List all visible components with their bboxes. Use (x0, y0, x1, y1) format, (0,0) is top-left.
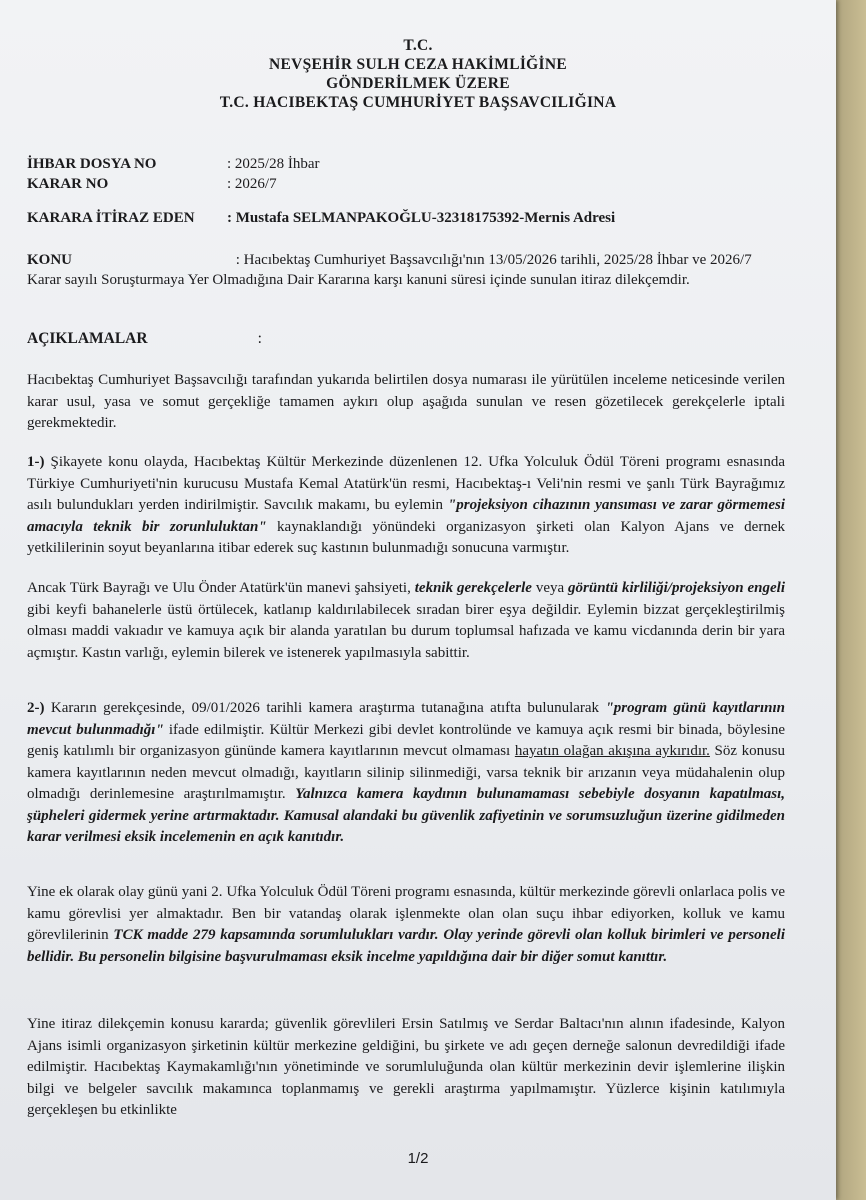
ihbar-label: İHBAR DOSYA NO (27, 156, 157, 172)
itiraz-label: KARARA İTİRAZ EDEN (27, 210, 195, 226)
paragraph-3-emph-f: Yalnızca kamera kaydının bulunamaması sebebiyle dosyanın kapatılması, şüpheleri gidermek yerine artırmaktadır. Kamusal alandaki bu güvenlik zafiyetinin ve sorumsuzluğun üzerine gidilmeden karar verilmesi eksik incelemenin en açık kanıtıdır. (27, 786, 785, 845)
paragraph-2-emph-d: görüntü kirliliği/projeksiyon engeli (568, 580, 786, 596)
header-court: NEVŞEHİR SULH CEZA HAKİMLİĞİNE (269, 56, 567, 73)
paragraph-4-text-a: Yine ek olarak olay günü yani 2. Ufka Yolculuk Ödül Töreni programı esnasında, kültür merkezinde görevli onlarlaca polis ve kamu görevlisi yer almaktadır. Ben bir vatandaş olarak işlenmekte olan olan suçu ihbar ediyorken, kolluk ve kamu görevlilerinin (27, 884, 785, 943)
paragraph-3 (27, 698, 785, 849)
item-number-2: 2-) (27, 700, 45, 716)
paragraph-2-emph-b: teknik gerekçelerle (414, 580, 532, 596)
aciklamalar-heading (27, 330, 262, 348)
paragraph-1 (27, 452, 785, 560)
ihbar-value: : 2025/28 İhbar (227, 156, 320, 172)
page-number: 1/2 (407, 1150, 429, 1167)
karar-row (27, 176, 277, 193)
paragraph-4-emph-b: TCK madde 279 kapsamında sorumlulukları vardır. Olay yerinde görevli olan kolluk birimleri ve personeli bellidir. Bu personelin bilgisine başvurulmaması eksik incelme yapıldığına dair bir diğer somut kanıttır. (27, 927, 785, 965)
konu-label: KONU (27, 252, 72, 268)
paragraph-2-text-e: gibi keyfi bahanelerle üstü örtülecek, katlanıp kaldırılabilecek sıradan birer eşya değildir. Eylemin bizzat gerçekleştirilmiş olması maddi vakıadır ve kamuya açık bir alanda yaratılan bu durum toplumsal hafızada ve kamu vicdanında derin bir yara açmıştır. Kastın varlığı, eylemin bilerek ve istenerek yapılmasıyla sabittir. (27, 601, 785, 661)
itiraz-row (27, 210, 615, 227)
header-gonderilmek: GÖNDERİLMEK ÜZERE (326, 75, 510, 92)
paragraph-3-text-c: ifade edilmiştir. Kültür Merkezi gibi devlet kontrolünde ve kamuya açık resmi bir binada, böylesine geniş katılımlı bir organizasyon gününde kamera kayıtlarının mevcut olmaması (27, 721, 785, 759)
header-prosecutor: T.C. HACIBEKTAŞ CUMHURİYET BAŞSAVCILIĞINA (219, 94, 617, 111)
paragraph-1-text-c: kaynaklandığı yönündeki organizasyon şirketi olan Kalyon Ajans ve dernek yetkililerinin soyut beyanlarına itibar ederek suç kastının bulunmadığı sonucuna varmıştır. (27, 518, 785, 556)
paragraph-1-text-a: Şikayete konu olayda, Hacıbektaş Kültür Merkezinde düzenlenen 12. Ufka Yolculuk Ödül Töreni programı esnasında Türkiye Cumhuriyeti'nin kurucusu Mustafa Kemal Atatürk'ün resmi, Hacıbektaş-ı Veli'nin resmi ve şanlı Türk Bayrağımız asılı bulundukları yerden indirilmiştir. Savcılık makamı, bu eylemin (27, 454, 785, 513)
konu-text: : Hacıbektaş Cumhuriyet Başsavcılığı'nın 13/05/2026 tarihli, 2025/28 İhbar ve 2026/7 Karar sayılı Soruşturmaya Yer Olmadığına Dair Kararına karşı kanuni süresi içinde sunulan itiraz dilekçemdir. (27, 252, 752, 288)
karar-label: KARAR NO (27, 176, 109, 192)
paragraph-3-quote: "program günü kayıtlarının mevcut bulunmadığı" (27, 700, 786, 738)
paragraph-1-quote: "projeksiyon cihazının yansıması ve zarar görmemesi amacıyla teknik bir zorunluluktan" (27, 497, 785, 535)
header-tc: T.C. (403, 37, 433, 54)
paragraph-2-text-a: Ancak Türk Bayrağı ve Ulu Önder Atatürk'ün manevi şahsiyeti, (27, 580, 415, 596)
itiraz-value: : Mustafa SELMANPAKOĞLU-32318175392-Mernis Adresi (227, 210, 616, 226)
aciklamalar-colon: : (257, 330, 262, 347)
ihbar-row (27, 156, 319, 173)
paragraph-2-text-c: veya (531, 580, 569, 596)
intro-paragraph: Hacıbektaş Cumhuriyet Başsavcılığı tarafından yukarıda belirtilen dosya numarası ile yürütülen inceleme neticesinde verilen karar usul, yasa ve somut gerçekliğe tamamen aykırı olup aşağıda sunulan ve resen gözetilecek gerekçelerle iptali gerekmektedir. (27, 372, 785, 431)
paragraph-4 (27, 882, 785, 968)
karar-value: : 2026/7 (227, 176, 277, 192)
paragraph-5: Yine itiraz dilekçemin konusu kararda; güvenlik görevlileri Ersin Satılmış ve Serdar Baltacı'nın alının ifadesinde, Kalyon Ajans isimli organizasyon şirketinin kültür merkezine geldiğini, bu şirkete ve adı geçen derneğe salonun devredildiği ifade edilmiştir. Hacıbektaş Kaymakamlığı'nın yönetiminde ve sorumluluğunda olan kültür merkezinin devir işlemlerine ilişkin bilgi ve belgeler savcılık makamınca toplanmamış ve gerekli araştırma yapılmamıştır. Yüzlerce kişinin katılımıyla gerçekleşen bu etkinlikte (27, 1016, 785, 1118)
paragraph-2 (27, 578, 785, 664)
paragraph-3-underlined: hayatın olağan akışına aykırıdır. (514, 743, 710, 759)
konu-section (27, 250, 767, 290)
paragraph-3-text-e: Söz konusu kamera kayıtlarının neden mevcut olmadığı, kayıtların silinip silinmediği, varsa teknik bir arızanın veya müdahalenin olup olmadığı derinlemesine araştırılmamıştır. (27, 743, 785, 802)
item-number-1: 1-) (27, 454, 45, 470)
paragraph-3-text-a: Kararın gerekçesinde, 09/01/2026 tarihli kamera araştırma tutanağına atıfta bulunularak (44, 700, 606, 716)
document-header (0, 36, 836, 112)
aciklamalar-label: AÇIKLAMALAR (27, 330, 148, 347)
